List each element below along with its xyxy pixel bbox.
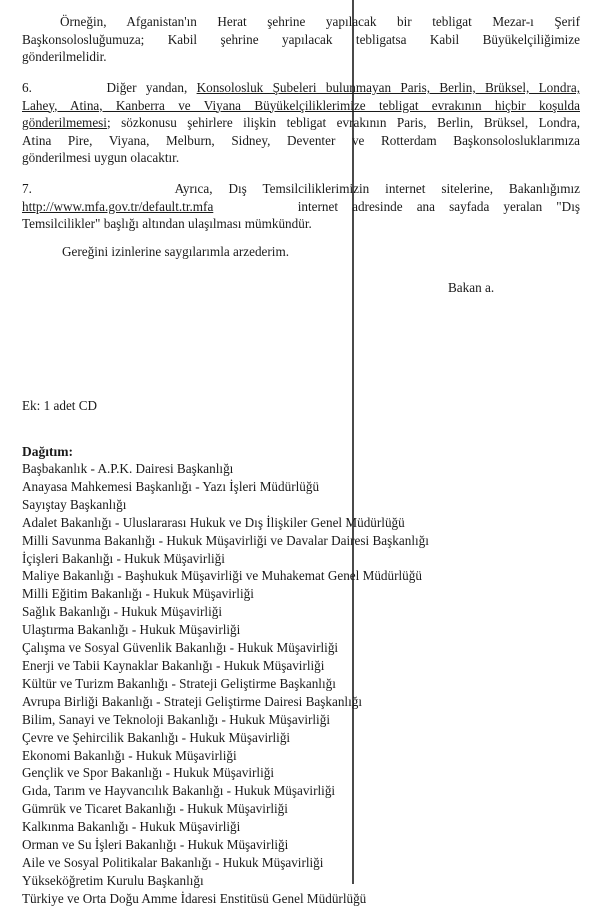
paragraph-text: Diğer yandan, <box>106 80 188 95</box>
list-item: Başbakanlık - A.P.K. Dairesi Başkanlığı <box>22 461 234 476</box>
list-item: İçişleri Bakanlığı - Hukuk Müşavirliği <box>22 550 225 566</box>
mfa-url-link[interactable]: http://www.mfa.gov.tr/default.tr.mfa <box>22 198 214 214</box>
list-item: Adalet Bakanlığı - Uluslararası Hukuk ve Dış İlişkiler Genel Müdürlüğü <box>22 514 405 530</box>
annex-label: Ek: 1 adet CD <box>22 398 98 413</box>
paragraph-line: Atina Pire, Viyana, Melburn, Sidney, Deventer ve Rotterdam Başkonsolosluklarımıza <box>22 132 580 148</box>
list-item: Bilim, Sanayi ve Teknoloji Bakanlığı - Hukuk Müşavirliği <box>22 711 330 727</box>
list-item: Enerji ve Tabii Kaynaklar Bakanlığı - Hukuk Müşavirliği <box>22 657 325 673</box>
list-item: Çevre ve Şehircilik Bakanlığı - Hukuk Müşavirliği <box>22 729 291 745</box>
list-item: Avrupa Birliği Bakanlığı - Strateji Geliştirme Dairesi Başkanlığı <box>22 693 362 709</box>
paragraph-example <box>22 13 580 66</box>
list-item: Maliye Bakanlığı - Başhukuk Müşavirliği ve Muhakemat Genel Müdürlüğü <box>22 568 422 584</box>
paragraph-line <box>22 198 580 216</box>
list-item: Sağlık Bakanlığı - Hukuk Müşavirliği <box>22 604 222 620</box>
underlined-text: Konsolosluk Şubeleri bulunmayan Paris, Berlin, Brüksel, Londra, <box>196 80 580 95</box>
signature-label: Bakan a. <box>448 280 495 295</box>
paragraph-text: ; sözkonusu şehirlere ilişkin tebligat evrakının Paris, Berlin, Brüksel, Londra, <box>106 115 580 130</box>
paragraph-line <box>22 180 580 198</box>
paragraph-6 <box>22 79 580 167</box>
list-item: Kültür ve Turizm Bakanlığı - Strateji Geliştirme Başkanlığı <box>22 675 336 691</box>
paragraph-number: 6. <box>22 80 32 95</box>
paragraph-text: Ayrıca, Dış Temsilciliklerimizin internet sitelerine, Bakanlığımız <box>174 181 580 196</box>
list-item: Yükseköğretim Kurulu Başkanlığı <box>22 872 204 888</box>
paragraph-line: Başkonsolosluğumuza; Kabil şehrine yapılacak tebligatsa Kabil Büyükelçiliğimize <box>22 31 580 47</box>
paragraph-line: gönderilmesi uygun olacaktır. <box>22 150 180 165</box>
list-item: Aile ve Sosyal Politikalar Bakanlığı - Hukuk Müşavirliği <box>22 854 324 870</box>
closing-line: Gereğini izinlerine saygılarımla arzederim. <box>62 244 290 259</box>
list-item: Orman ve Su İşleri Bakanlığı - Hukuk Müşavirliği <box>22 837 289 853</box>
underlined-text: gönderilmemesi <box>22 115 107 130</box>
paragraph-number: 7. <box>22 181 32 196</box>
list-item: Anayasa Mahkemesi Başkanlığı - Yazı İşleri Müdürlüğü <box>22 478 320 494</box>
list-item: Milli Eğitim Bakanlığı - Hukuk Müşavirliği <box>22 586 254 602</box>
paragraph-7 <box>22 180 580 233</box>
paragraph-text: internet adresinde ana sayfada yeralan "Dış <box>297 198 581 214</box>
paragraph-line: Temsilcilikler" başlığı altından ulaşılması mümkündür. <box>22 216 312 231</box>
list-item: Kalkınma Bakanlığı - Hukuk Müşavirliği <box>22 819 241 835</box>
list-item: Türkiye ve Orta Doğu Amme İdaresi Enstitüsü Genel Müdürlüğü <box>22 890 367 906</box>
list-item: Gençlik ve Spor Bakanlığı - Hukuk Müşavirliği <box>22 765 274 781</box>
underlined-text: Lahey, Atina, Kanberra ve Viyana Büyükelçiliklerimize tebligat evrakının hiçbir koşulda <box>22 97 580 113</box>
distribution-list <box>22 460 429 908</box>
list-item: Gümrük ve Ticaret Bakanlığı - Hukuk Müşavirliği <box>22 801 288 817</box>
list-item: Ekonomi Bakanlığı - Hukuk Müşavirliği <box>22 747 237 763</box>
paragraph-line: gönderilmelidir. <box>22 49 107 64</box>
paragraph-line: Örneğin, Afganistan'ın Herat şehrine yapılacak bir tebligat Mezar-ı Şerif <box>60 14 580 29</box>
paragraph-line <box>22 79 580 97</box>
list-item: Sayıştay Başkanlığı <box>22 496 127 512</box>
list-item: Çalışma ve Sosyal Güvenlik Bakanlığı - Hukuk Müşavirliği <box>22 640 339 656</box>
list-item: Gıda, Tarım ve Hayvancılık Bakanlığı - Hukuk Müşavirliği <box>22 783 336 799</box>
list-item: Ulaştırma Bakanlığı - Hukuk Müşavirliği <box>22 622 241 638</box>
distribution-title: Dağıtım: <box>22 444 73 459</box>
paragraph-line <box>22 114 580 132</box>
list-item: Milli Savunma Bakanlığı - Hukuk Müşavirliği ve Davalar Dairesi Başkanlığı <box>22 532 429 548</box>
